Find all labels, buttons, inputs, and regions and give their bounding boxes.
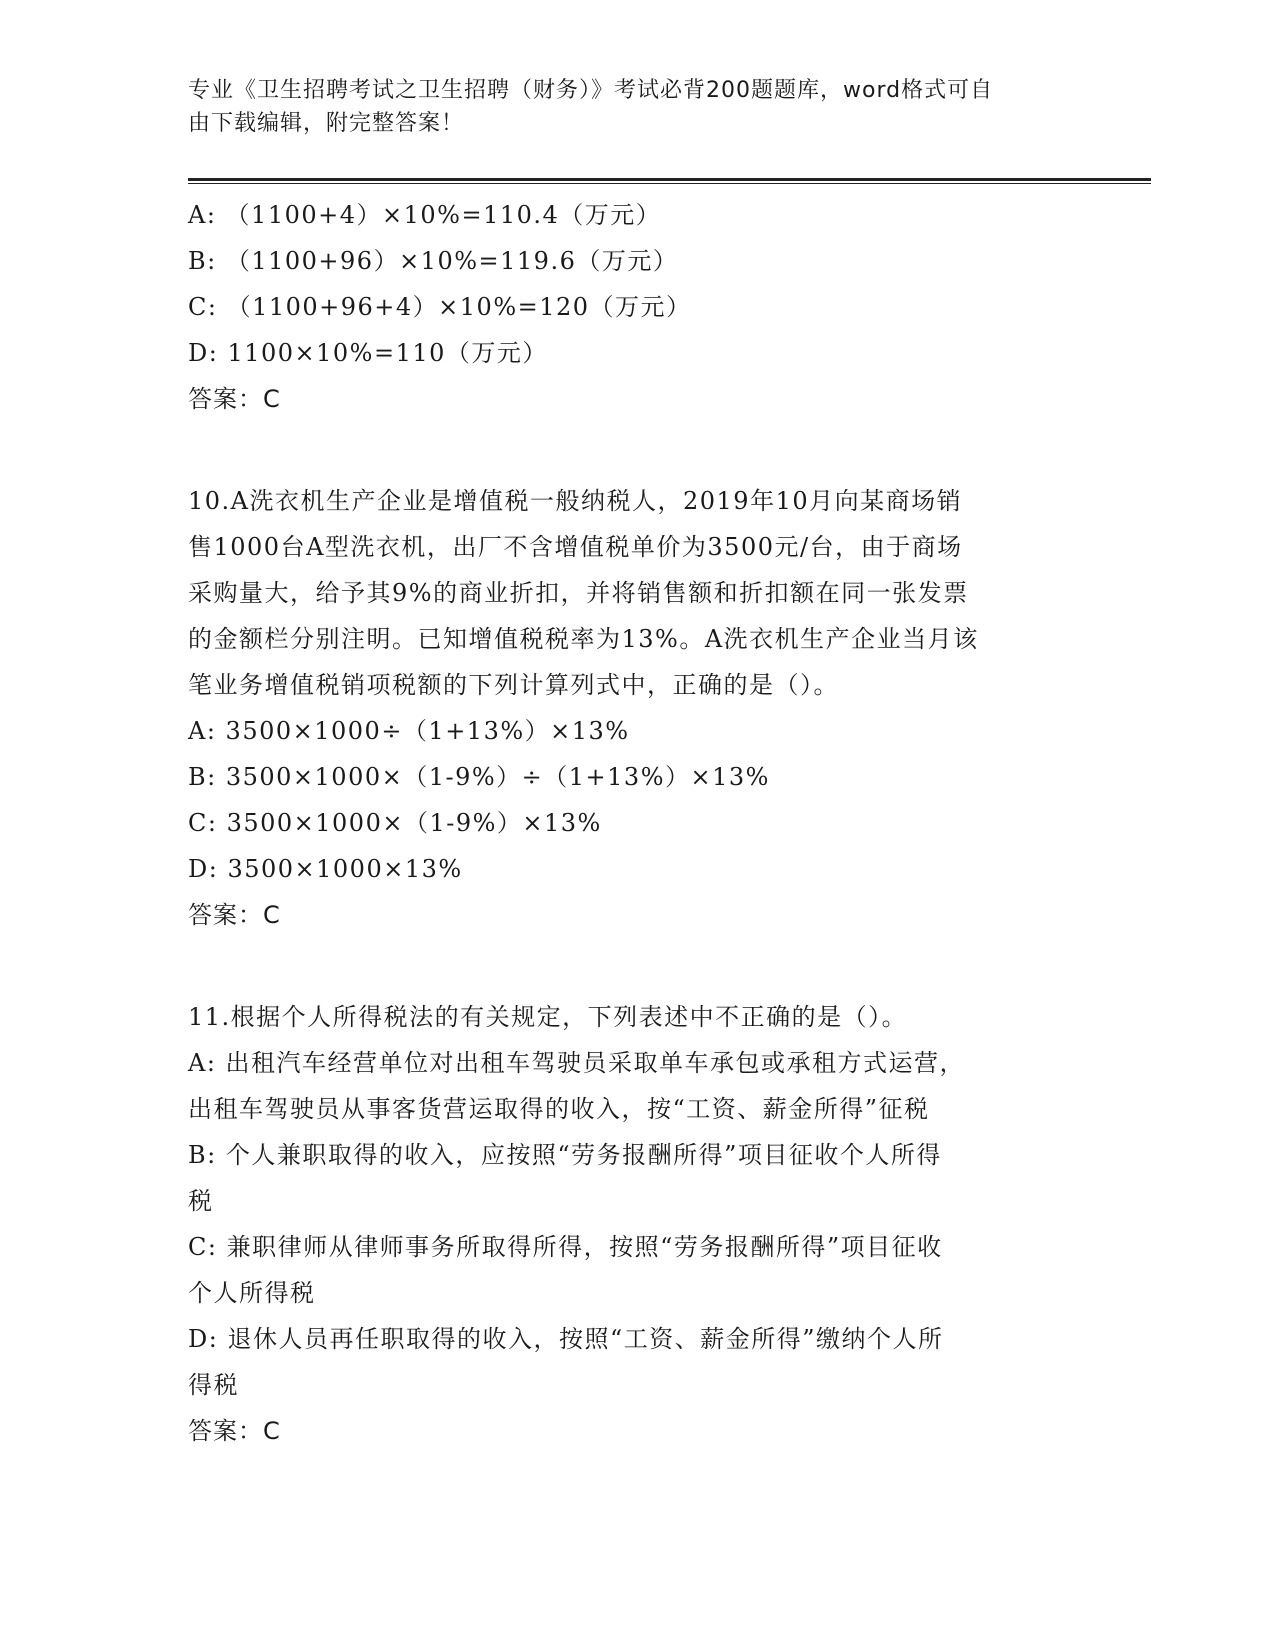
header-divider-thick	[188, 178, 1151, 181]
q10-option-b: B: 3500×1000×（1-9%）÷（1+13%）×13%	[188, 763, 770, 791]
q9-option-b: B: （1100+96）×10%=119.6（万元）	[188, 247, 679, 275]
q10-option-c: C: 3500×1000×（1-9%）×13%	[188, 809, 602, 837]
q11-stem: 11.根据个人所得税法的有关规定，下列表述中不正确的是（）。	[188, 1003, 908, 1031]
spacer	[188, 422, 1088, 478]
q10-stem-line-2: 售1000台A型洗衣机，出厂不含增值税单价为3500元/台，由于商场	[188, 533, 963, 561]
q11-option-d-line-2: 得税	[188, 1371, 239, 1399]
q11-option-a-line-2: 出租车驾驶员从事客货营运取得的收入，按“工资、薪金所得”征税	[188, 1095, 930, 1123]
q10-stem-line-1: 10.A洗衣机生产企业是增值税一般纳税人，2019年10月向某商场销	[188, 487, 963, 515]
q11-option-c-line-1: C: 兼职律师从律师事务所取得所得，按照“劳务报酬所得”项目征收	[188, 1233, 943, 1261]
q11-option-b-line-2: 税	[188, 1187, 214, 1215]
q11-option-a-line-1: A: 出租汽车经营单位对出租车驾驶员采取单车承包或承租方式运营，	[188, 1049, 966, 1077]
question-11	[188, 994, 1088, 1454]
q10-option-d: D: 3500×1000×13%	[188, 855, 463, 883]
q11-option-c-line-2: 个人所得税	[188, 1279, 316, 1307]
q10-answer: 答案：C	[188, 901, 281, 929]
q11-option-b-line-1: B: 个人兼职取得的收入，应按照“劳务报酬所得”项目征收个人所得	[188, 1141, 942, 1169]
spacer	[188, 938, 1088, 994]
q9-answer: 答案：C	[188, 385, 281, 413]
q11-option-d-line-1: D: 退休人员再任职取得的收入，按照“工资、薪金所得”缴纳个人所	[188, 1325, 944, 1353]
q9-option-d: D: 1100×10%=110（万元）	[188, 339, 548, 367]
q10-stem-line-3: 采购量大，给予其9%的商业折扣，并将销售额和折扣额在同一张发票	[188, 579, 969, 607]
q10-option-a: A: 3500×1000÷（1+13%）×13%	[188, 717, 630, 745]
q9-option-c: C: （1100+96+4）×10%=120（万元）	[188, 293, 692, 321]
question-9	[188, 192, 1088, 422]
question-10	[188, 478, 1088, 938]
q10-stem-line-5: 笔业务增值税销项税额的下列计算列式中，正确的是（）。	[188, 671, 839, 699]
header-line-2: 由下载编辑，附完整答案！	[188, 111, 465, 136]
header-divider-thin	[188, 183, 1151, 184]
question-content	[188, 192, 1088, 1454]
document-header	[188, 74, 1088, 140]
header-line-1: 专业《卫生招聘考试之卫生招聘（财务）》考试必背200题题库，word格式可自	[188, 78, 994, 103]
q10-stem-line-4: 的金额栏分别注明。已知增值税税率为13%。A洗衣机生产企业当月该	[188, 625, 979, 653]
q9-option-a: A: （1100+4）×10%=110.4（万元）	[188, 201, 662, 229]
q11-answer: 答案：C	[188, 1417, 281, 1445]
